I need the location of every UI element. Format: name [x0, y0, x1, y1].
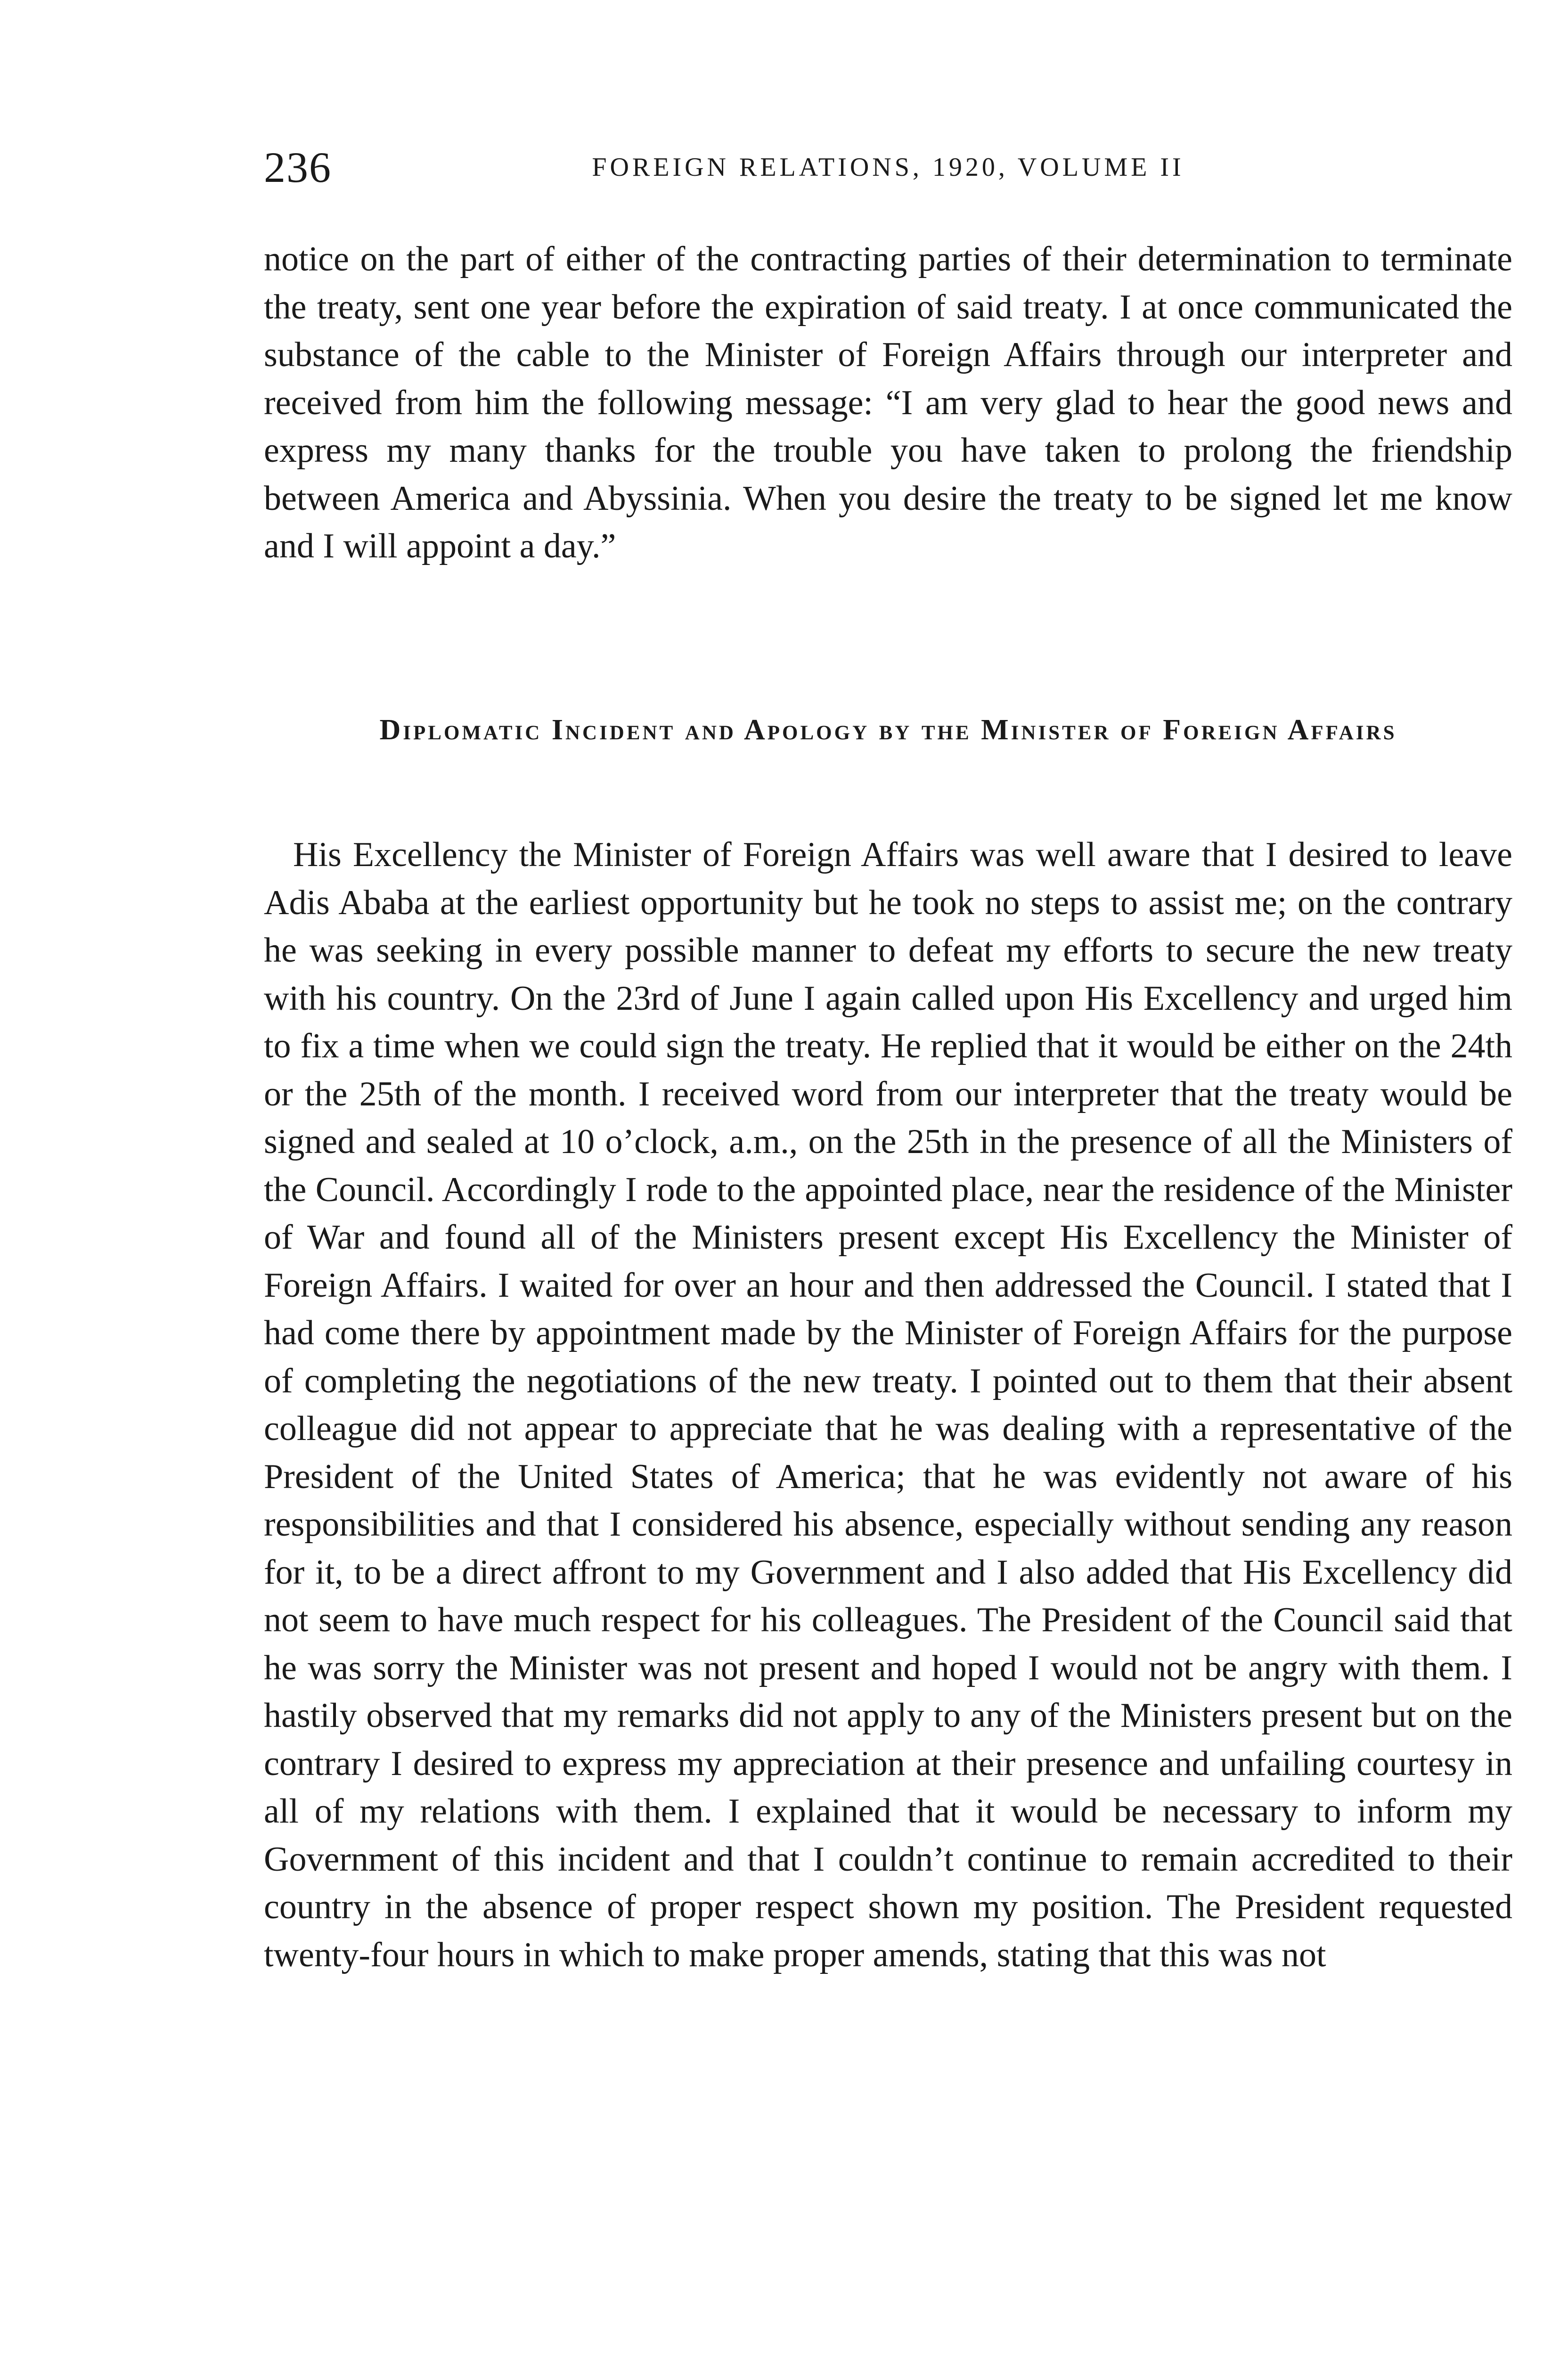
- page-header: [264, 141, 1512, 193]
- section-heading: Diplomatic Incident and Apology by the Minister of Foreign Affairs: [379, 714, 1397, 746]
- running-title: FOREIGN RELATIONS, 1920, VOLUME II: [592, 153, 1184, 182]
- page-number: 236: [264, 143, 332, 191]
- section-paragraph: His Excellency the Minister of Foreign Affairs was well aware that I desired to leave Adis Ababa at the earliest opportunity but he took no steps to assist me; on the contrary he was seeking in every possible manner to defeat my efforts to secure the new treaty with his country. On the 23rd of June I again called upon His Excellency and urged him to fix a time when we could sign the treaty. He replied that it would be either on the 24th or the 25th of the month. I received word from our interpreter that the treaty would be signed and sealed at 10 o’clock, a.m., on the 25th in the presence of all the Ministers of the Council. Accordingly I rode to the appointed place, near the residence of the Minister of War and found all of the Ministers present except His Excellency the Minister of Foreign Affairs. I waited for over an hour and then addressed the Council. I stated that I had come there by appointment made by the Minister of Foreign Affairs for the purpose of completing the negotiations of the new treaty. I pointed out to them that their absent colleague did not appear to appreciate that he was dealing with a representative of the President of the United States of America; that he was evidently not aware of his responsibilities and that I considered his absence, especially without sending any reason for it, to be a direct affront to my Government and I also added that His Excellency did not seem to have much respect for his colleagues. The President of the Council said that he was sorry the Minister was not present and hoped I would not be angry with them. I hastily observed that my remarks did not apply to any of the Ministers present but on the contrary I desired to express my appreciation at their presence and unfailing courtesy in all of my relations with them. I explained that it would be necessary to inform my Government of this incident and that I couldn’t continue to remain accredited to their country in the absence of proper respect shown my position. The President requested twenty-four hours in which to make proper amends, stating that this was not: [264, 835, 1512, 1974]
- body-paragraph: notice on the part of either of the contracting parties of their determination to terminate the treaty, sent one year before the expiration of said treaty. I at once communicated the substance of the cable to the Minister of Foreign Affairs through our interpreter and received from him the following message: “I am very glad to hear the good news and express my many thanks for the trouble you have taken to prolong the friendship between America and Abyssinia. When you desire the treaty to be signed let me know and I will appoint a day.”: [264, 240, 1512, 565]
